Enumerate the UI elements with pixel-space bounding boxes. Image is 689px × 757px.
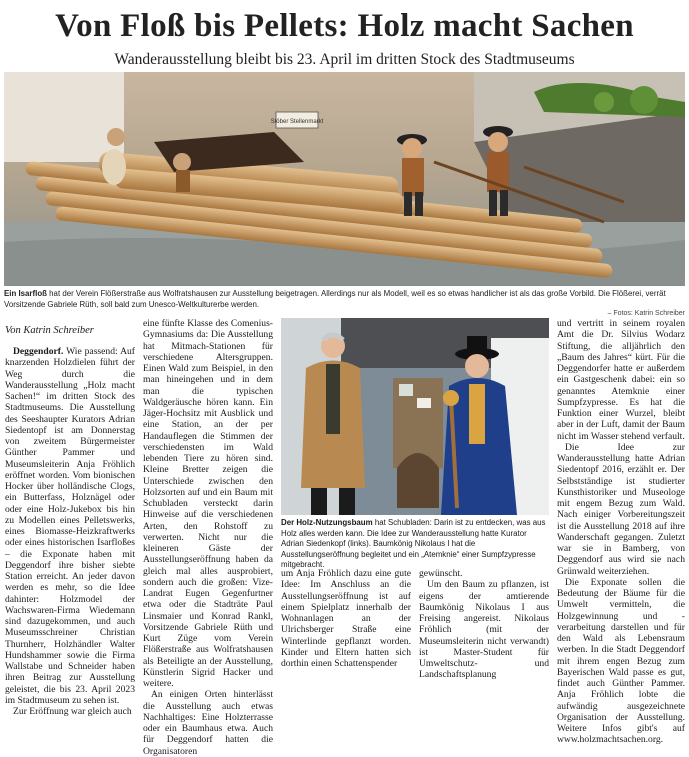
photo2-caption: Der Holz-Nutzungsbaum hat Schubladen: Darin ist zu entdecken, was aus Holz alles werden kann. Die Idee zur Wanderausstellung hatte Kurator Adrian Siedenkopf (links). Baumkönig Nikolaus I hat die Ausstellungseröffnung begleitet und ein „Atemknie“ einer Sumpfzypresse mitgebracht.: [281, 518, 546, 570]
text-column-5: und vertritt in seinem royalen Amt die Dr. Silvius Wodarz Stiftung, die alljährlich den „Baum des Jahres“ kürt. Für die Deggendorfer hatte er außerdem ein Gastgeschenk dabei: ein so genanntes Atemknie einer Sumpfzypresse. Es hat die Funktion einer Wurzel, bleibt aber in der Luft, damit der Baum nicht im Wasser stehend verfault. Die Idee zur Wanderausstellung hatte Adrian Siedentopf 2016, erzählt er. Der Selbstständige ist studierter Kunsthistoriker und Museologe mit engem Bezug zum Wald. Nach einiger Vorbereitungszeit ist die Ausstellung 2018 auf ihre Wanderschaft gegangen. Zuletzt war sie in Bamberg, von Deggendorf aus wird sie nach Grünwald weiterziehen. Die Exponate sollen die Bedeutung der Bäume für die Umwelt vermitteln, die Holzgewinnung und -verarbeitung darstellen und für den Wald als Lebensraum werben. In die Stadt Deggendorf mit ihrem engen Bezug zum Bayerischen Wald passe es gut, findet auch Günther Pammer. Anja Fröhlich lobte die aufwändig ausgezeichnete Organisation der Ausstellung. Weitere Infos gibt's auf www.holzmachtsachen.org.: [557, 318, 685, 746]
subheadline: Wanderausstellung bleibt bis 23. April im dritten Stock des Stadtmuseums: [114, 51, 575, 68]
curator-photo: [281, 318, 549, 515]
photo1-caption: Ein Isarfloß hat der Verein Flößerstraße aus Wolfratshausen zur Ausstellung beigetragen. Allerdings nur als Modell, weil es so etwas handlicher ist als das große Vorbild. Die Flößerei, verrät Vorsitzende Gabriele Rüth, soll bald zum Unesco-Weltkulturerbe werden.: [4, 289, 666, 309]
text-column-3: um Anja Fröhlich dazu eine gute Idee: Im Anschluss an die Ausstellungseröffnung ist auf einem Spielplatz innerhalb der Wohnanlagen an der Ulrichsberger Straße eine Winterlinde gepflanzt worden. Kinder und Eltern hatten sich dorthin einen Schattenspender: [281, 568, 411, 669]
author-line: Von Katrin Schreiber: [5, 325, 94, 336]
photo-credit: – Fotos: Katrin Schreiber: [607, 310, 685, 317]
headline: Von Floß bis Pellets: Holz macht Sachen: [55, 8, 634, 44]
text-column-1: Deggendorf. Wie passend: Auf knarzenden Holzdielen führt der Weg durch die Wanderausstellung „Holz macht Sachen!“ im dritten Stock des Stadtmuseums. Die Ausstellung des Seeshaupter Kurators Adrian Siedentopf ist am Donnerstag von zweitem Bürgermeister Günther Pammer und Museumsleiterin Anja Fröhlich eröffnet worden. Vom bionischen Hocker über holländische Clogs, ein Butterfass, Holznägel oder oder eine Holz-Jukebox bis hin zu Modellen eines Pelletswerks, eines Biomasse-Heizkraftwerks oder eines historischen Isarfloßes – die Exponate haben mit Deggendorf ihre bisher siebte Station erreicht. An jeder davon werden es mehr, so die Idee dahinter: Holzmodel der Wachswaren-Firma Wiedemann sind dazugekommen, und auch Museumsschreiner Christian Thurnherr, Holzhändler Walter Hundshammer sowie die Firma Wallstabe und Schneider haben ihren Beitrag zur Ausstellung geleistet, die bis 23. April 2023 im Stadtmuseum zu sehen ist. Zur Eröffnung war gleich auch: [5, 346, 135, 717]
raft-model-photo: [4, 72, 685, 286]
raft-sign: Stöber Stellenmarkt: [270, 119, 324, 125]
text-column-4: gewünscht. Um den Baum zu pflanzen, ist eigens der amtierende Baumkönig Nikolaus I aus Freising angereist. Nikolaus Fröhlich (mit der Museumsleiterin nicht verwandt) ist Master-Student für Umweltschutz- und Landschaftsplanung: [419, 568, 549, 681]
text-column-2: eine fünfte Klasse des Comenius-Gymnasiums da: Die Ausstellung hat Mitmach-Stationen für verschiedene Altersgruppen. Einen Wald zum Beispiel, in den man hineingehen und in dem man die typischen Waldgeräusche hören kann. Ein Jäger-Hochsitz mit Ausblick und eine Station, an der per Handauflegen die Stimmen der verschiedensten im Wald lebenden Tiere zu hören sind. Kleine Bretter zeigen die Unterschiede zwischen den Holzsorten auf und ein Baum mit Schubladen versteckt darin Hinweise auf die verschiedenen Arten, den Rohstoff zu verwerten. Nicht nur die kleineren Gäste der Ausstellungseröffnung haben da gleich mal alles ausprobiert, sondern auch die großen: Vize-Landrat Eugen Gegenfurtner etwa oder die Stadträte Paul Linsmaier und Konrad Rankl, Vorsitzende Gabriele Rüth und Kurt Züge vom Verein Flößerstraße aus Wolfratshausen als Beteiligte an der Ausstellung, Künstlerin Sigrid Hacker und weitere. An einigen Orten hinterlässt die Ausstellung auch etwas Nachhaltiges: Eine Holzterrasse oder ein Baumhaus etwa. Auch für Deggendorf hatten die Organisatoren: [143, 318, 273, 757]
